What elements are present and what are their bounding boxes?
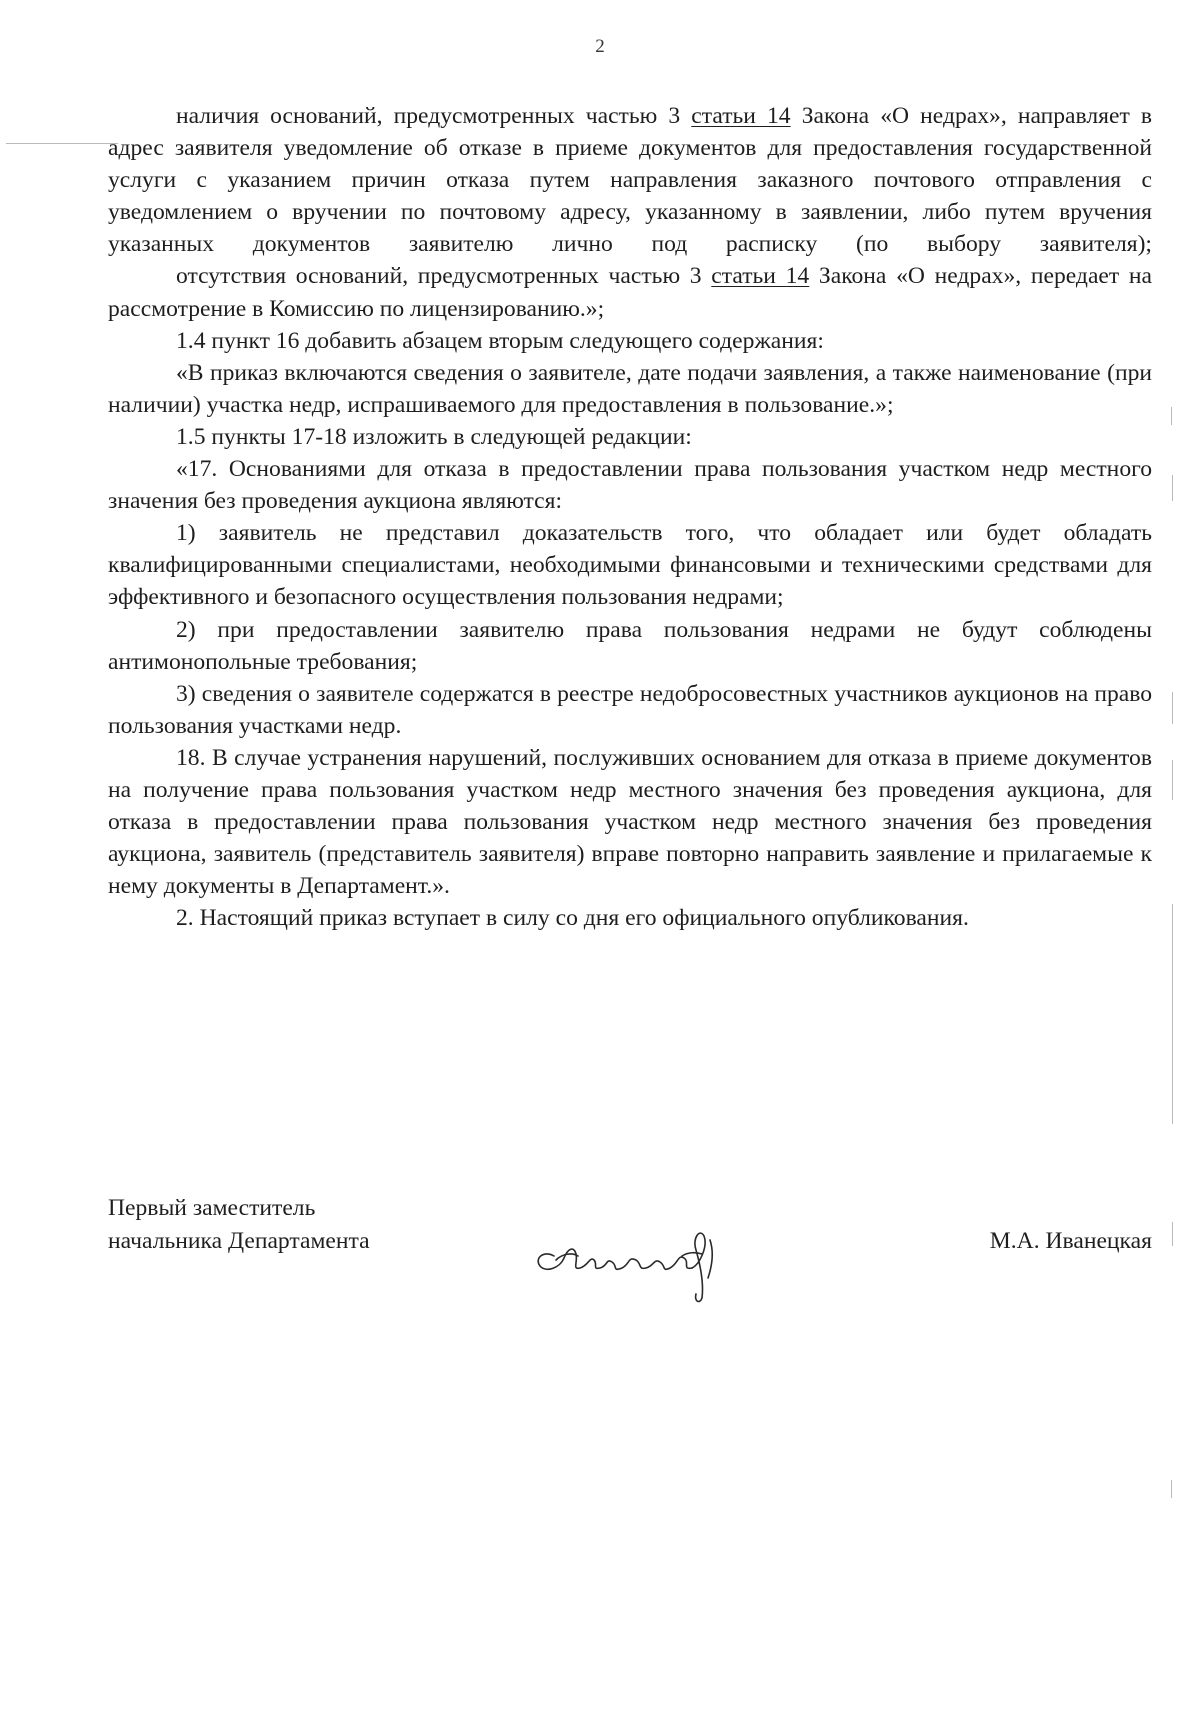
text: Закона «О недрах», направляет в адрес заявителя уведомление об отказе в приеме документов для предоставления государственной услуги с указанием причин отказа путем направления заказного почтового отправления с уведомлением о вручении по почтовому адресу, указанному в заявлении, либо путем вручения указанных документов заявителю лично под расписку (по выбору заявителя); [108,103,1152,258]
law-article-link[interactable]: статьи 14 [711,263,810,290]
paragraph-2-effective-date: 2. Настоящий приказ вступает в силу со дня его официального опубликования. [176,905,969,932]
scan-artifact-right-5 [1172,904,1173,1124]
signer-title-line-2: начальника Департамента [108,1228,370,1254]
handwritten-signature [532,1218,742,1304]
document-body [108,100,1152,934]
scan-artifact-left [6,143,118,144]
signer-title-line-1: Первый заместитель [108,1195,316,1221]
paragraph-17-item-3: 3) сведения о заявителе содержатся в реестре недобросовестных участников аукционов на право пользования участками недр. [108,680,1152,739]
text: наличия оснований, предусмотренных частью 3 [176,103,692,129]
law-article-link[interactable]: статьи 14 [691,103,791,129]
paragraph-17-item-1: 1) заявитель не представил доказательств того, что обладает или будет обладать квалифицированными специалистами, необходимыми финансовыми и техническими средствами для эффективного и безопасного осуществления пользования недрами; [108,520,1152,611]
paragraph-1-4: 1.4 пункт 16 добавить абзацем вторым следующего содержания: [176,327,824,354]
text: отсутствия оснований, предусмотренных частью 3 [176,263,712,290]
paragraph-1-5: 1.5 пункты 17-18 изложить в следующей редакции: [176,423,692,450]
scan-artifact-right-4 [1172,760,1173,800]
scan-artifact-right-2 [1172,475,1173,501]
paragraph-17-item-2: 2) при предоставлении заявителю права пользования недрами не будут соблюдены антимонопольные требования; [108,616,1152,675]
paragraph-refusal-notice [108,100,1152,260]
signer-name: М.А. Иванецкая [989,1228,1152,1254]
paragraph-commission-transfer [108,260,1152,324]
scan-artifact-right-3 [1172,692,1173,724]
text: Закона «О недрах», передает на рассмотрение в Комиссию по лицензированию.»; [108,263,1152,322]
scan-artifact-right-7 [1171,1480,1172,1498]
scan-artifact-right-1 [1171,407,1172,425]
scan-artifact-right-6 [1172,1222,1173,1246]
paragraph-order-contents: «В приказ включаются сведения о заявителе, дате подачи заявления, а также наименование (при наличии) участка недр, испрашиваемого для предоставления в пользование.»; [108,359,1152,418]
page-number: 2 [595,36,605,57]
paragraph-18: 18. В случае устранения нарушений, послуживших основанием для отказа в приеме документов на получение права пользования участком недр местного значения без проведения аукциона, для отказа в предоставлении права пользования участком недр местного значения без проведения аукциона, заявитель (представитель заявителя) вправе повторно направить заявление и прилагаемые к нему документы в Департамент.». [108,744,1152,900]
paragraph-17: «17. Основаниями для отказа в предоставлении права пользования участком недр местного значения без проведения аукциона являются: [108,456,1152,515]
